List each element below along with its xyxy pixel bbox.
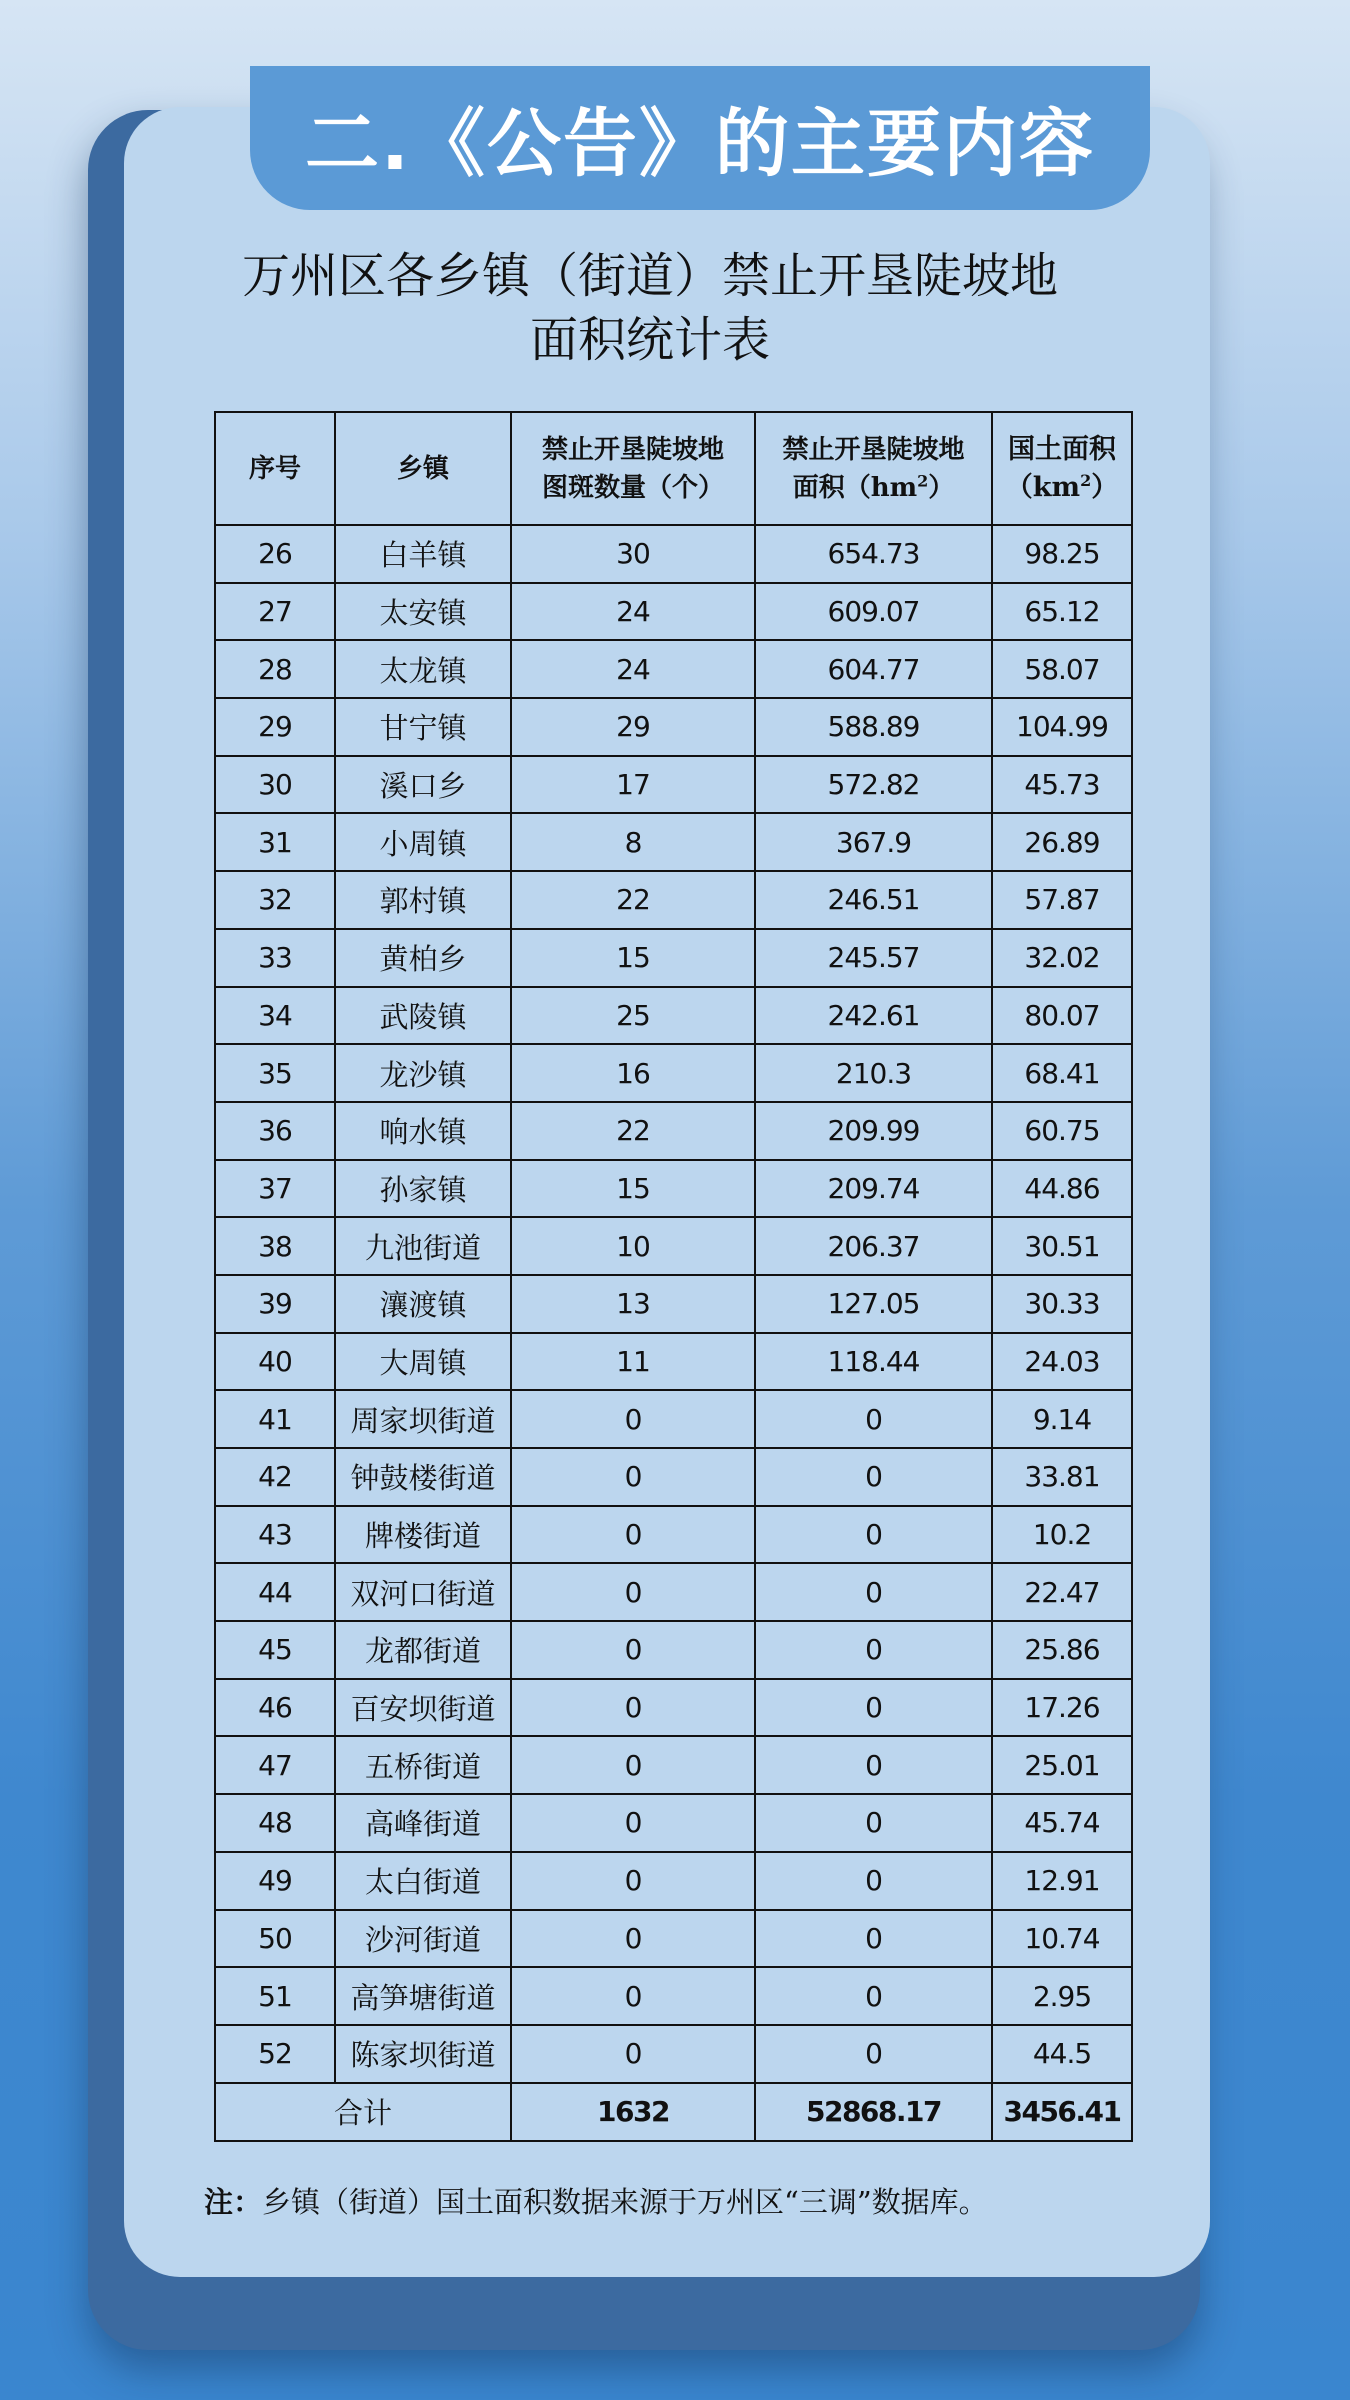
- row-land: 68.41: [992, 1044, 1132, 1102]
- table-row: [215, 871, 1132, 929]
- row-land: 30.51: [992, 1217, 1132, 1275]
- row-count: 0: [511, 1448, 755, 1506]
- table-row: [215, 756, 1132, 814]
- row-index: 40: [215, 1333, 335, 1391]
- row-count: 17: [511, 756, 755, 814]
- row-area: 0: [755, 1967, 992, 2025]
- row-town: 五桥街道: [335, 1736, 511, 1794]
- row-area: 0: [755, 1852, 992, 1910]
- header-count-line2: 图斑数量（个）: [541, 472, 724, 503]
- row-index: 32: [215, 871, 335, 929]
- row-land: 44.5: [992, 2025, 1132, 2083]
- table-header-row: [215, 412, 1132, 525]
- row-land: 25.01: [992, 1736, 1132, 1794]
- row-area: 245.57: [755, 929, 992, 987]
- row-town: 九池街道: [335, 1217, 511, 1275]
- row-index: 47: [215, 1736, 335, 1794]
- row-land: 57.87: [992, 871, 1132, 929]
- row-land: 45.74: [992, 1794, 1132, 1852]
- row-town: 高笋塘街道: [335, 1967, 511, 2025]
- row-area: 654.73: [755, 525, 992, 583]
- row-count: 0: [511, 1621, 755, 1679]
- row-count: 0: [511, 1967, 755, 2025]
- row-land: 25.86: [992, 1621, 1132, 1679]
- row-area: 206.37: [755, 1217, 992, 1275]
- row-index: 49: [215, 1852, 335, 1910]
- row-town: 沙河街道: [335, 1910, 511, 1968]
- row-index: 37: [215, 1160, 335, 1218]
- row-town: 小周镇: [335, 813, 511, 871]
- table-row: [215, 1967, 1132, 2025]
- header-land: [992, 412, 1132, 525]
- row-area: 572.82: [755, 756, 992, 814]
- row-land: 17.26: [992, 1679, 1132, 1737]
- row-count: 0: [511, 1794, 755, 1852]
- row-town: 钟鼓楼街道: [335, 1448, 511, 1506]
- row-count: 8: [511, 813, 755, 871]
- total-count: 1632: [511, 2083, 755, 2141]
- row-town: 太白街道: [335, 1852, 511, 1910]
- header-area-line2: 面积$(hm^2)$: [792, 470, 955, 503]
- table-row: [215, 1390, 1132, 1448]
- row-count: 0: [511, 1506, 755, 1564]
- row-index: 28: [215, 640, 335, 698]
- row-area: 588.89: [755, 698, 992, 756]
- row-index: 36: [215, 1102, 335, 1160]
- row-area: 609.07: [755, 583, 992, 641]
- row-count: 15: [511, 1160, 755, 1218]
- footnote-text: 乡镇（街道）国土面积数据来源于万州区“三调”数据库。: [262, 2185, 988, 2219]
- table-row: [215, 929, 1132, 987]
- row-area: 0: [755, 1506, 992, 1564]
- row-index: 31: [215, 813, 335, 871]
- row-index: 43: [215, 1506, 335, 1564]
- row-land: 9.14: [992, 1390, 1132, 1448]
- row-land: 24.03: [992, 1333, 1132, 1391]
- row-land: 58.07: [992, 640, 1132, 698]
- row-area: 0: [755, 1390, 992, 1448]
- row-count: 0: [511, 1563, 755, 1621]
- header-area-line1: 禁止开垦陡坡地: [782, 434, 965, 465]
- row-count: 22: [511, 1102, 755, 1160]
- row-area: 0: [755, 2025, 992, 2083]
- row-count: 24: [511, 640, 755, 698]
- table-row: [215, 1852, 1132, 1910]
- row-land: 65.12: [992, 583, 1132, 641]
- row-town: 孙家镇: [335, 1160, 511, 1218]
- row-index: 29: [215, 698, 335, 756]
- row-area: 0: [755, 1910, 992, 1968]
- table-row: [215, 1621, 1132, 1679]
- total-land: 3456.41: [992, 2083, 1132, 2141]
- row-count: 0: [511, 2025, 755, 2083]
- row-land: 60.75: [992, 1102, 1132, 1160]
- row-land: 12.91: [992, 1852, 1132, 1910]
- header-count-line1: 禁止开垦陡坡地: [541, 434, 724, 465]
- table-row: [215, 1736, 1132, 1794]
- row-index: 27: [215, 583, 335, 641]
- row-index: 41: [215, 1390, 335, 1448]
- section-banner: [250, 66, 1150, 210]
- footnote-label: 注：: [204, 2185, 263, 2219]
- row-index: 33: [215, 929, 335, 987]
- table-row: [215, 1448, 1132, 1506]
- table-row: [215, 987, 1132, 1045]
- row-area: 118.44: [755, 1333, 992, 1391]
- table-row: [215, 1102, 1132, 1160]
- header-count: [511, 412, 755, 525]
- total-label: 合计: [215, 2083, 511, 2141]
- row-land: 22.47: [992, 1563, 1132, 1621]
- row-area: 209.74: [755, 1160, 992, 1218]
- row-area: 127.05: [755, 1275, 992, 1333]
- row-town: 双河口街道: [335, 1563, 511, 1621]
- row-count: 13: [511, 1275, 755, 1333]
- row-town: 响水镇: [335, 1102, 511, 1160]
- header-town: 乡镇: [335, 412, 511, 525]
- table-row: [215, 698, 1132, 756]
- table-row: [215, 1333, 1132, 1391]
- header-area: [755, 412, 992, 525]
- row-town: 太安镇: [335, 583, 511, 641]
- row-index: 45: [215, 1621, 335, 1679]
- row-count: 0: [511, 1390, 755, 1448]
- row-count: 10: [511, 1217, 755, 1275]
- row-index: 42: [215, 1448, 335, 1506]
- table-row: [215, 1563, 1132, 1621]
- row-index: 26: [215, 525, 335, 583]
- row-area: 0: [755, 1563, 992, 1621]
- table-row: [215, 1275, 1132, 1333]
- statistics-table: [214, 411, 1133, 2142]
- row-land: 98.25: [992, 525, 1132, 583]
- row-index: 34: [215, 987, 335, 1045]
- row-town: 黄柏乡: [335, 929, 511, 987]
- table-row: [215, 583, 1132, 641]
- table-row: [215, 1794, 1132, 1852]
- row-land: 44.86: [992, 1160, 1132, 1218]
- row-area: 0: [755, 1679, 992, 1737]
- table-title-line1: 万州区各乡镇（街道）禁止开垦陡坡地: [241, 248, 1058, 304]
- banner-title: 二.《公告》的主要内容: [304, 101, 1096, 187]
- table-total-row: [215, 2083, 1132, 2141]
- table-row: [215, 1160, 1132, 1218]
- row-town: 龙都街道: [335, 1621, 511, 1679]
- header-land-line1: 国土面积: [1008, 433, 1116, 465]
- row-index: 48: [215, 1794, 335, 1852]
- total-area: 52868.17: [755, 2083, 992, 2141]
- row-area: 242.61: [755, 987, 992, 1045]
- table-title-line2: 面积统计表: [529, 312, 770, 368]
- row-index: 46: [215, 1679, 335, 1737]
- row-land: 2.95: [992, 1967, 1132, 2025]
- row-land: 10.74: [992, 1910, 1132, 1968]
- table-row: [215, 813, 1132, 871]
- row-town: 百安坝街道: [335, 1679, 511, 1737]
- row-count: 22: [511, 871, 755, 929]
- row-index: 38: [215, 1217, 335, 1275]
- row-area: 209.99: [755, 1102, 992, 1160]
- table-row: [215, 1217, 1132, 1275]
- row-count: 29: [511, 698, 755, 756]
- table-row: [215, 1506, 1132, 1564]
- footnote: [204, 2180, 988, 2221]
- row-count: 0: [511, 1910, 755, 1968]
- table-row: [215, 525, 1132, 583]
- row-index: 51: [215, 1967, 335, 2025]
- row-town: 白羊镇: [335, 525, 511, 583]
- row-town: 大周镇: [335, 1333, 511, 1391]
- row-town: 郭村镇: [335, 871, 511, 929]
- row-town: 龙沙镇: [335, 1044, 511, 1102]
- table-row: [215, 1679, 1132, 1737]
- row-index: 52: [215, 2025, 335, 2083]
- row-area: 210.3: [755, 1044, 992, 1102]
- header-index: 序号: [215, 412, 335, 525]
- row-index: 50: [215, 1910, 335, 1968]
- table-row: [215, 1044, 1132, 1102]
- row-index: 30: [215, 756, 335, 814]
- row-land: 10.2: [992, 1506, 1132, 1564]
- row-town: 武陵镇: [335, 987, 511, 1045]
- row-count: 0: [511, 1852, 755, 1910]
- row-town: 瀼渡镇: [335, 1275, 511, 1333]
- row-count: 0: [511, 1736, 755, 1794]
- row-area: 0: [755, 1448, 992, 1506]
- row-town: 牌楼街道: [335, 1506, 511, 1564]
- row-town: 太龙镇: [335, 640, 511, 698]
- row-count: 30: [511, 525, 755, 583]
- row-index: 44: [215, 1563, 335, 1621]
- row-town: 溪口乡: [335, 756, 511, 814]
- row-land: 32.02: [992, 929, 1132, 987]
- row-town: 周家坝街道: [335, 1390, 511, 1448]
- row-count: 11: [511, 1333, 755, 1391]
- table-row: [215, 640, 1132, 698]
- row-land: 30.33: [992, 1275, 1132, 1333]
- row-land: 26.89: [992, 813, 1132, 871]
- row-count: 15: [511, 929, 755, 987]
- row-count: 25: [511, 987, 755, 1045]
- row-count: 24: [511, 583, 755, 641]
- row-town: 高峰街道: [335, 1794, 511, 1852]
- row-land: 104.99: [992, 698, 1132, 756]
- row-index: 39: [215, 1275, 335, 1333]
- row-land: 45.73: [992, 756, 1132, 814]
- table-body: [215, 525, 1132, 2083]
- row-area: 246.51: [755, 871, 992, 929]
- row-land: 80.07: [992, 987, 1132, 1045]
- table-row: [215, 1910, 1132, 1968]
- row-count: 0: [511, 1679, 755, 1737]
- row-area: 0: [755, 1794, 992, 1852]
- row-area: 0: [755, 1736, 992, 1794]
- row-land: 33.81: [992, 1448, 1132, 1506]
- row-count: 16: [511, 1044, 755, 1102]
- row-index: 35: [215, 1044, 335, 1102]
- header-land-line2: $(km^2)$: [1005, 470, 1119, 503]
- row-area: 0: [755, 1621, 992, 1679]
- row-town: 陈家坝街道: [335, 2025, 511, 2083]
- table-title: [180, 244, 1120, 372]
- row-area: 367.9: [755, 813, 992, 871]
- row-area: 604.77: [755, 640, 992, 698]
- table-row: [215, 2025, 1132, 2083]
- row-town: 甘宁镇: [335, 698, 511, 756]
